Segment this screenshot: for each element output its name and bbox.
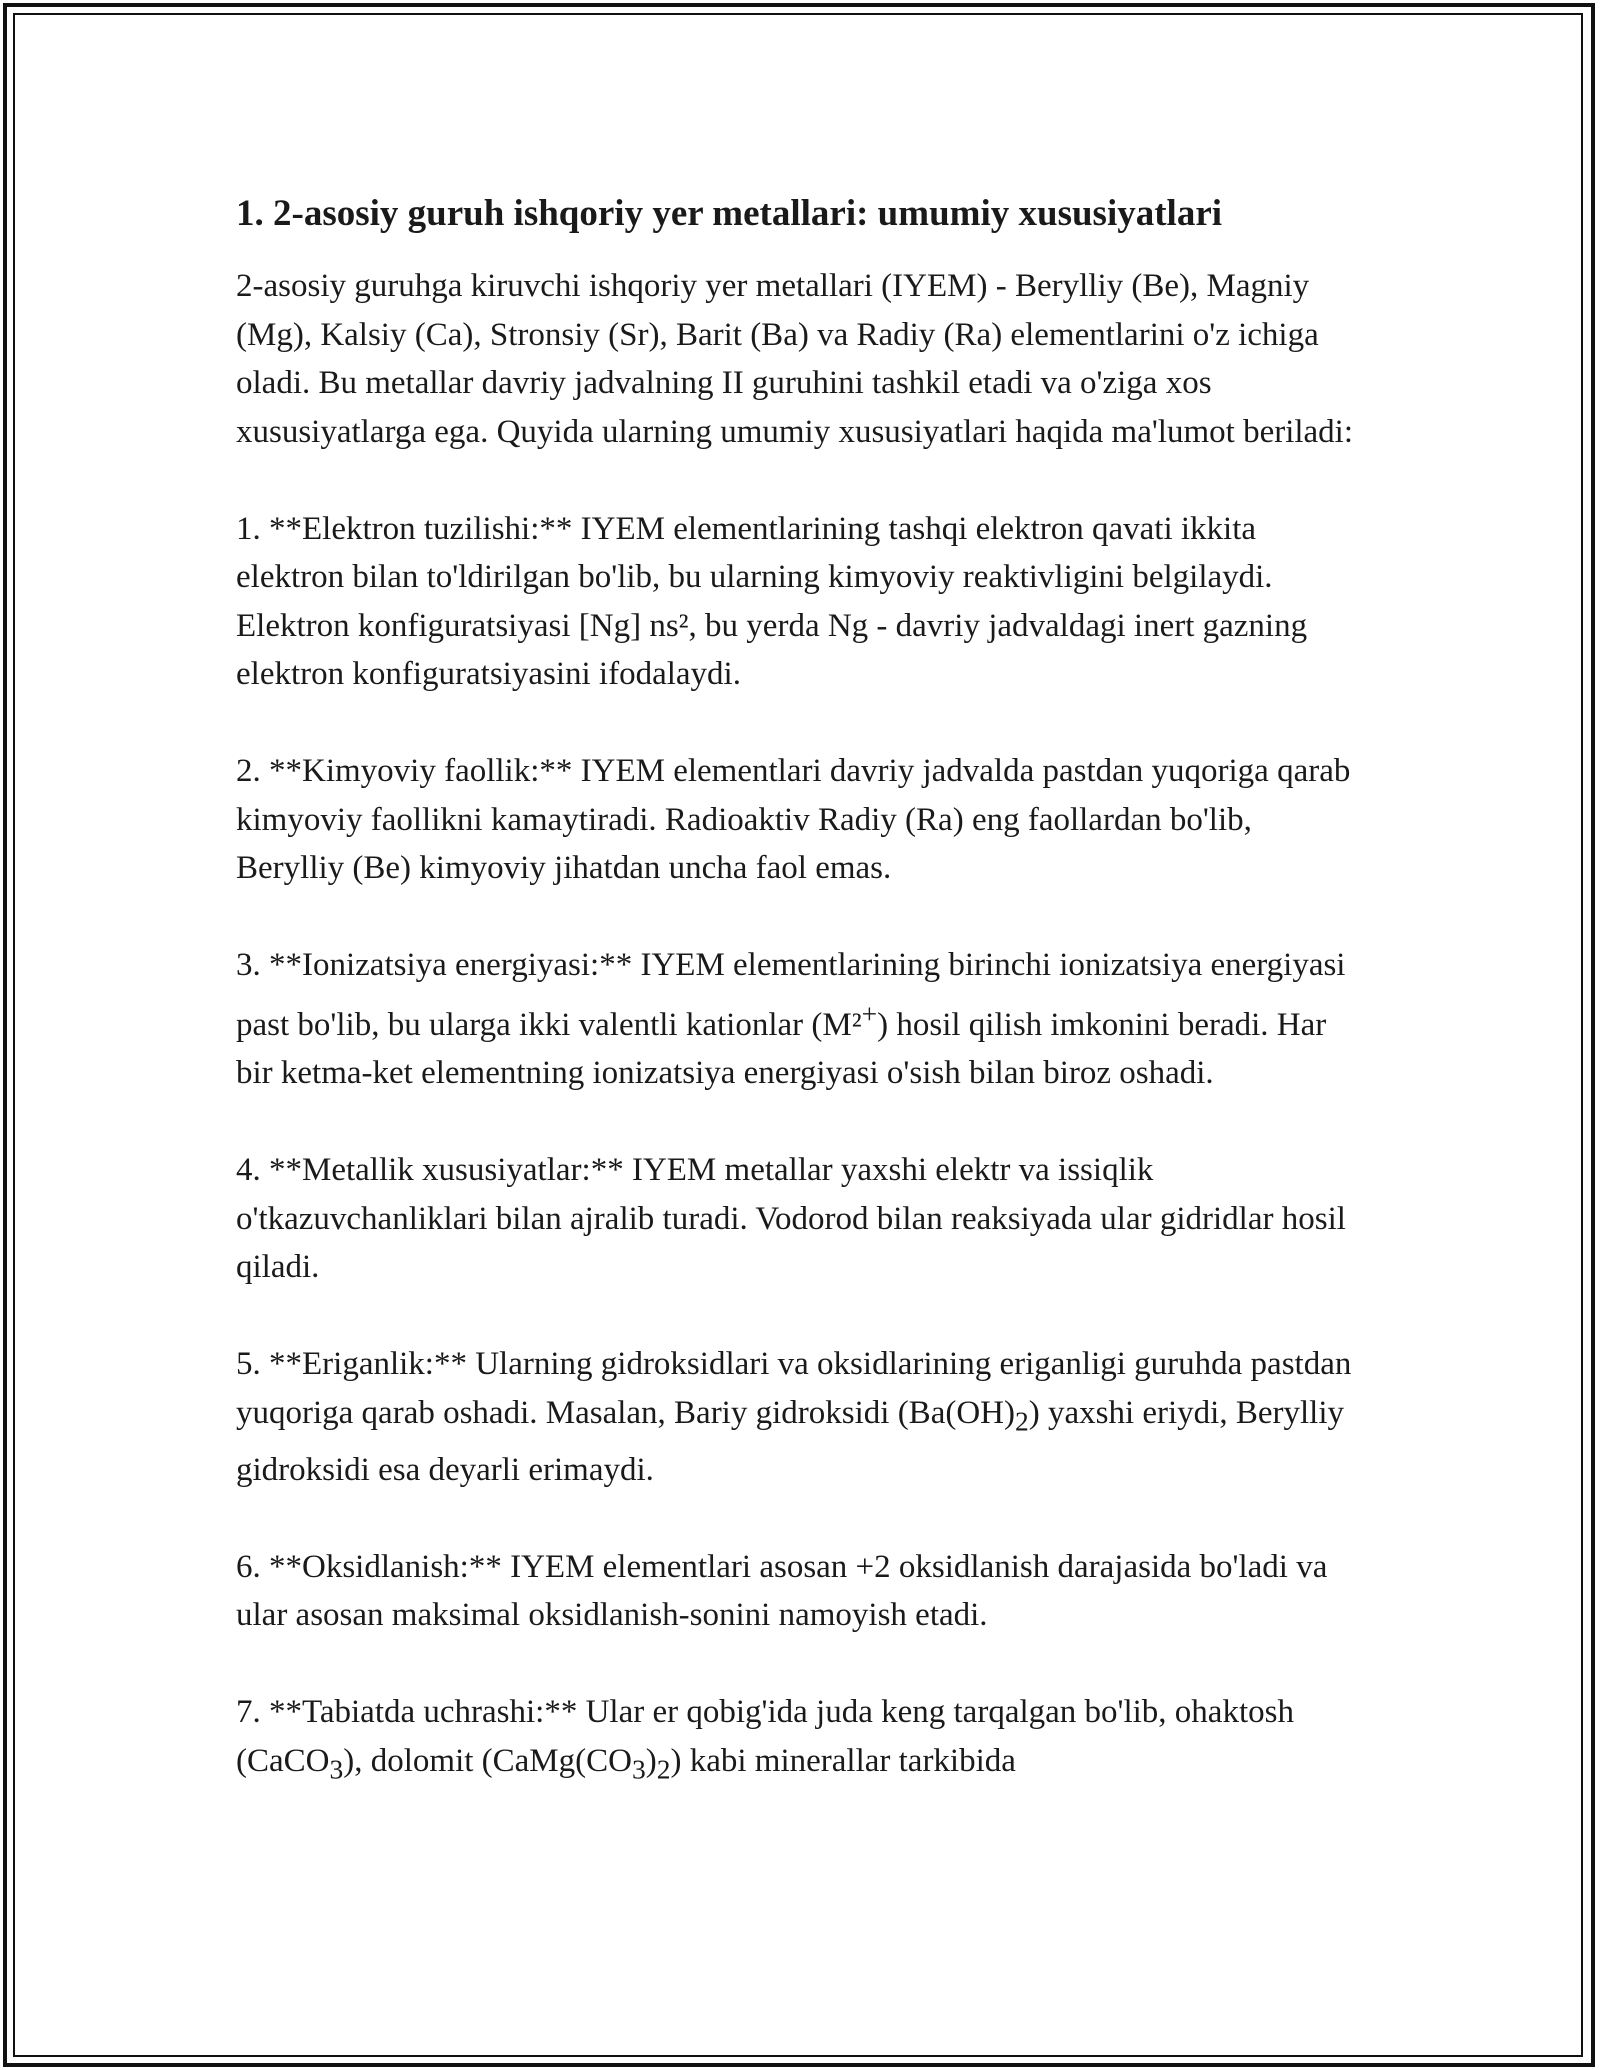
item-occurrence — [236, 1688, 1366, 1794]
intro-paragraph: 2-asosiy guruhga kiruvchi ishqoriy yer metallari (IYEM) - Berylliy (Be), Magniy (Mg), Kalsiy (Ca), Stronsiy (Sr), Barit (Ba) va Radiy (Ra) elementlarini o'z ichiga oladi. Bu metallar davriy jadvalning II guruhini tashkil etadi va o'ziga xos xususiyatlarga ega. Quyida ularning umumiy xususiyatlari haqida ma'lumot beriladi: — [236, 268, 1354, 450]
item-text: 2. **Kimyoviy faollik:** IYEM elementlari davriy jadvalda pastdan yuqoriga qarab kimyoviy faollikni kamaytiradi. Radioaktiv Radiy (Ra) eng faollardan bo'lib, Berylliy (Be) kimyoviy jihatdan uncha faol emas. — [236, 753, 1351, 886]
item-solubility — [236, 1340, 1366, 1494]
document-body — [236, 184, 1366, 1794]
item-text: 6. **Oksidlanish:** IYEM elementlari asosan +2 oksidlanish darajasida bo'ladi va ular asosan maksimal oksidlanish-sonini namoyish etadi. — [236, 1548, 1328, 1634]
item-text: 3. **Ionizatsiya energiyasi:** IYEM elementlarining birinchi ionizatsiya energiyasi past bo'lib, bu ularga ikki valentli kationlar (M² — [236, 947, 1346, 1043]
item-text: ) yaxshi eriydi, Berylliy gidroksidi esa deyarli erimaydi. — [236, 1394, 1345, 1488]
subscript: 2 — [1014, 1405, 1029, 1437]
item-ionization-energy — [236, 941, 1366, 1098]
item-electron-structure — [236, 505, 1366, 699]
item-text: ), dolomit (CaMg(CO — [343, 1742, 632, 1779]
subscript: 2 — [656, 1753, 671, 1785]
document-title: 1. 2-asosiy guruh ishqoriy yer metallari: umumiy xususiyatlari — [236, 193, 1223, 234]
item-text: ) hosil qilish imkonini beradi. Har bir ketma-ket elementning ionizatsiya energiyasi o'sish bilan biroz oshadi. — [236, 1006, 1327, 1091]
superscript: + — [861, 997, 878, 1029]
item-text: ) — [645, 1742, 657, 1779]
item-metallic-properties — [236, 1146, 1366, 1292]
item-chemical-activity — [236, 747, 1366, 893]
subscript: 3 — [329, 1753, 344, 1785]
item-oxidation — [236, 1543, 1366, 1640]
item-text: 4. **Metallik xususiyatlar:** IYEM metallar yaxshi elektr va issiqlik o'tkazuvchanliklari bilan ajralib turadi. Vodorod bilan reaksiyada ular gidridlar hosil qiladi. — [236, 1152, 1346, 1285]
item-text: ) kabi minerallar tarkibida — [670, 1742, 1016, 1779]
item-text: 1. **Elektron tuzilishi:** IYEM elementlarining tashqi elektron qavati ikkita elektron bilan to'ldirilgan bo'lib, bu ularning kimyoviy reaktivligini belgilaydi. Elektron konfiguratsiyasi [Ng] ns², bu yerda Ng - davriy jadvaldagi inert gazning elektron konfiguratsiyasini ifodalaydi. — [236, 510, 1308, 692]
subscript: 3 — [631, 1753, 646, 1785]
item-text: 7. **Tabiatda uchrashi:** Ular er qobig'ida juda keng tarqalgan bo'lib, ohaktosh (CaCO — [236, 1694, 1294, 1779]
item-text: 5. **Eriganlik:** Ularning gidroksidlari va oksidlarining eriganligi guruhda pastdan yuqoriga qarab oshadi. Masalan, Bariy gidroksidi (Ba(OH) — [236, 1346, 1352, 1431]
